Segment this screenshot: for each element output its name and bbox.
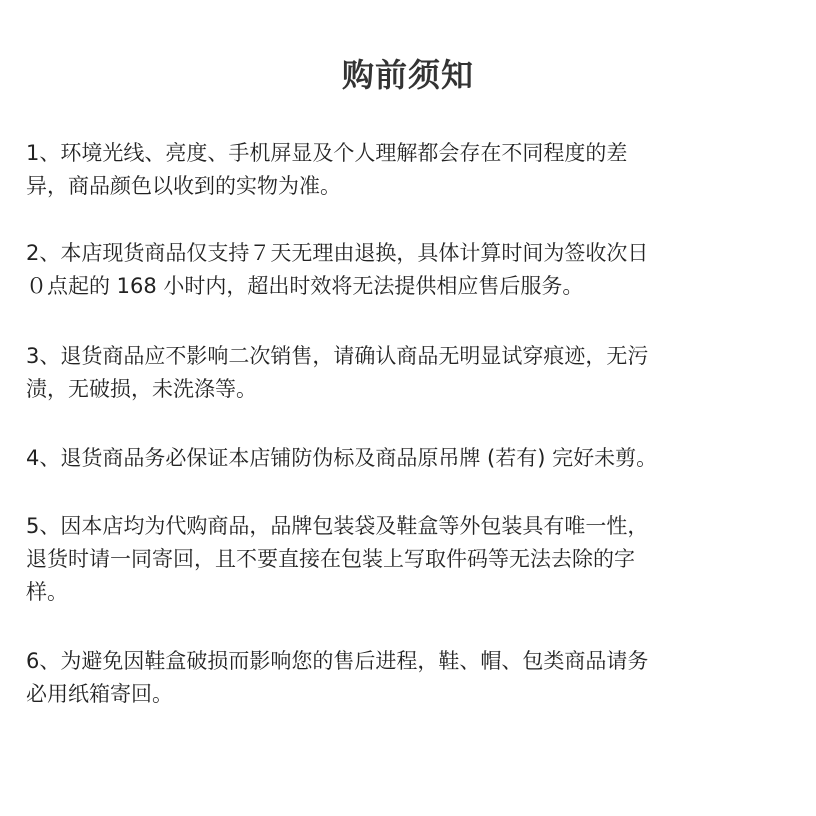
notice-item-3: 3、退货商品应不影响二次销售，请确认商品无明显试穿痕迹，无污 渍，无破损，未洗涤等。 xyxy=(26,344,649,401)
notice-item-2: 2、本店现货商品仅支持７天无理由退换，具体计算时间为签收次日 ０点起的 168 小时内，超出时效将无法提供相应售后服务。 xyxy=(26,241,649,298)
notice-item-1: 1、环境光线、亮度、手机屏显及个人理解都会存在不同程度的差 异，商品颜色以收到的实物为准。 xyxy=(26,141,628,198)
notice-item-5: 5、因本店均为代购商品，品牌包装袋及鞋盒等外包装具有唯一性， 退货时请一同寄回，且不要直接在包装上写取件码等无法去除的字 样。 xyxy=(26,514,649,604)
notice-item-4: 4、退货商品务必保证本店铺防伪标及商品原吊牌 (若有) 完好未剪。 xyxy=(26,446,658,470)
page-title: 购前须知 xyxy=(341,56,474,94)
notice-item-6: 6、为避免因鞋盒破损而影响您的售后进程，鞋、帽、包类商品请务 必用纸箱寄回。 xyxy=(26,649,649,706)
